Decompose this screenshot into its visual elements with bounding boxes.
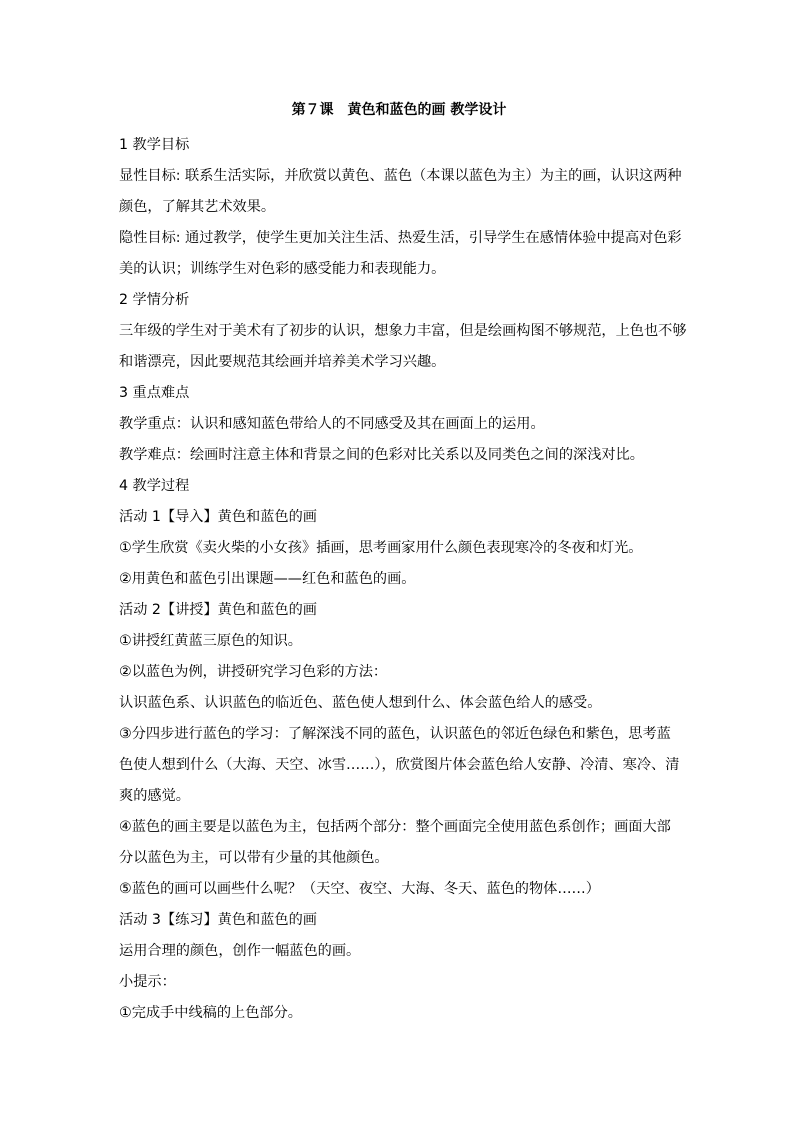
paragraph-line: 和谐漂亮，因此要规范其绘画并培养美术学习兴趣。 xyxy=(119,354,446,370)
paragraph-line: ③分四步进行蓝色的学习：了解深浅不同的蓝色，认识蓝色的邻近色绿色和紫色，思考蓝 xyxy=(119,726,671,742)
paragraph-line: 美的认识；训练学生对色彩的感受能力和表现能力。 xyxy=(119,261,446,277)
document-page xyxy=(119,100,687,1029)
paragraph-line: 教学难点：绘画时注意主体和背景之间的色彩对比关系以及同类色之间的深浅对比。 xyxy=(119,447,644,463)
activity-heading: 活动 1【导入】黄色和蓝色的画 xyxy=(119,509,317,525)
paragraph-line: 三年级的学生对于美术有了初步的认识，想象力丰富，但是绘画构图不够规范，上色也不够 xyxy=(119,323,687,339)
paragraph-line: ①完成手中线稿的上色部分。 xyxy=(119,1005,302,1021)
heading-teaching-goals: 1 教学目标 xyxy=(119,137,190,153)
paragraph-line: 爽的感觉。 xyxy=(119,788,190,804)
heading-student-analysis: 2 学情分析 xyxy=(119,292,190,308)
activity-heading: 活动 3【练习】黄色和蓝色的画 xyxy=(119,912,317,928)
paragraph-line: 色使人想到什么（大海、天空、冰雪……），欣赏图片体会蓝色给人安静、冷清、寒冷、清 xyxy=(119,757,680,773)
paragraph-line: ①讲授红黄蓝三原色的知识。 xyxy=(119,633,302,649)
paragraph-line: ④蓝色的画主要是以蓝色为主，包括两个部分：整个画面完全使用蓝色系创作；画面大部 xyxy=(119,819,671,835)
document-body xyxy=(119,130,687,1029)
paragraph-line: 小提示： xyxy=(119,974,176,990)
paragraph-line: ②用黄色和蓝色引出课题——红色和蓝色的画。 xyxy=(119,571,416,587)
paragraph-line: ②以蓝色为例，讲授研究学习色彩的方法： xyxy=(119,664,388,680)
paragraph-line: 运用合理的颜色，创作一幅蓝色的画。 xyxy=(119,943,361,959)
paragraph-line: 颜色，了解其艺术效果。 xyxy=(119,199,276,215)
paragraph-line: 认识蓝色系、认识蓝色的临近色、蓝色使人想到什么、体会蓝色给人的感受。 xyxy=(119,695,602,711)
paragraph-line: 显性目标: 联系生活实际，并欣赏以黄色、蓝色（本课以蓝色为主）为主的画，认识这两种 xyxy=(119,168,682,184)
activity-heading: 活动 2【讲授】黄色和蓝色的画 xyxy=(119,602,317,618)
document-title: 第７课 黄色和蓝色的画 教学设计 xyxy=(291,102,507,118)
paragraph-line: ①学生欣赏《卖火柴的小女孩》插画，思考画家用什么颜色表现寒冷的冬夜和灯光。 xyxy=(119,540,643,556)
paragraph-line: ⑤蓝色的画可以画些什么呢？（天空、夜空、大海、冬天、蓝色的物体……） xyxy=(119,881,600,897)
paragraph-line: 隐性目标: 通过教学，使学生更加关注生活、热爱生活，引导学生在感情体验中提高对色彩 xyxy=(119,230,682,246)
heading-key-points: 3 重点难点 xyxy=(119,385,190,401)
heading-teaching-process: 4 教学过程 xyxy=(119,478,190,494)
paragraph-line: 教学重点：认识和感知蓝色带给人的不同感受及其在画面上的运用。 xyxy=(119,416,545,432)
paragraph-line: 分以蓝色为主，可以带有少量的其他颜色。 xyxy=(119,850,389,866)
